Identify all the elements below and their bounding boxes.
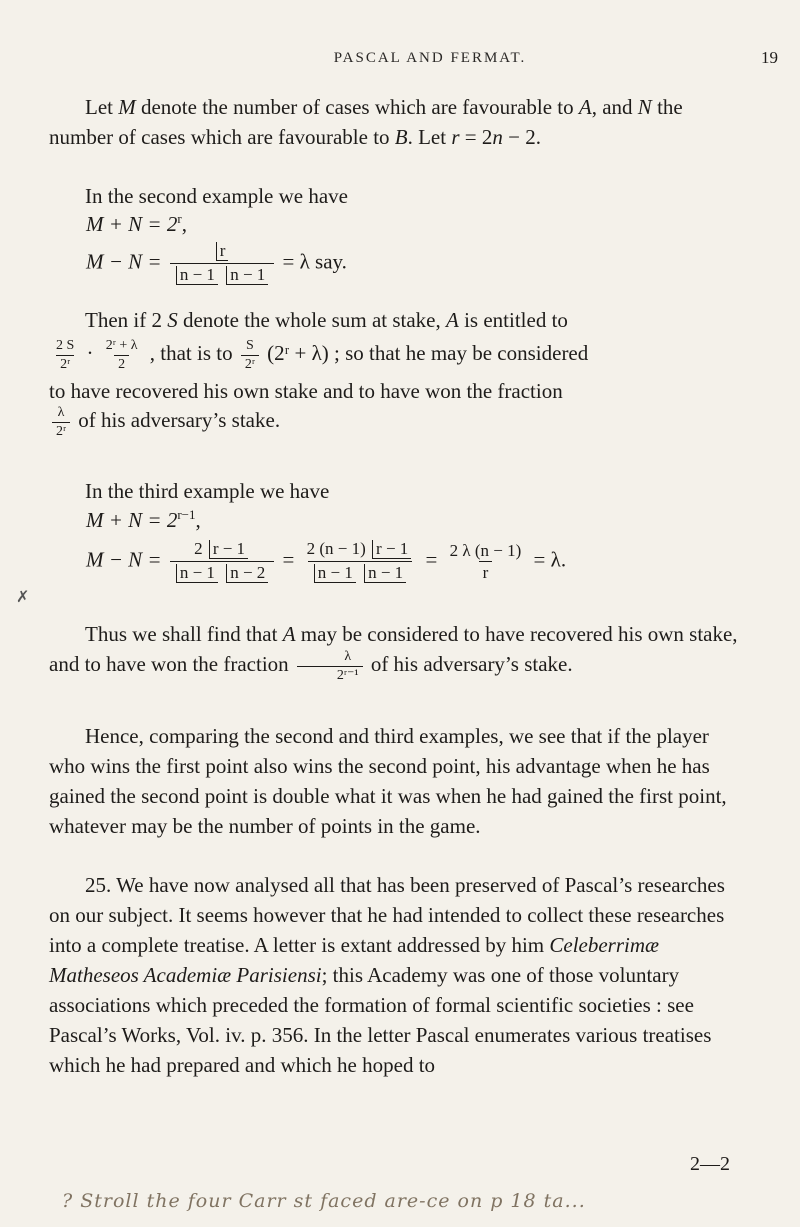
equation-difference-third: M − N = $\frac{2 r - 1}{n - 1 n - 2}$ = $\frac{2 (n - 1) r - 1}{n - 1 n - 1}$ = $\frac{2 \lambda (n - 1)}{r}$ = λ. xyxy=(86,539,567,582)
paragraph-stake-formula: $\frac{2 S}{\text{2ʳ}}$ · $\frac{\text{2ʳ + λ}}{2}$ , that is to $\frac{S}{\text{2ʳ}}$ (2ʳ + λ) ; so that he may be considered xyxy=(56,337,589,372)
paragraph-stake-line4: $\frac{\lambda}{\text{2ʳ}}$ of his adversary’s stake. xyxy=(49,405,749,439)
paragraph-stake-line3: to have recovered his own stake and to have won the fraction xyxy=(49,379,563,403)
paragraph-third-conclusion: Thus we shall find that A may be considered to have recovered his own stake, and to have won the fraction $\frac{\lambda}{\text{2ʳ⁻¹}}$ of his adversary’s stake. xyxy=(49,622,738,683)
running-title: PASCAL AND FERMAT. xyxy=(333,50,527,66)
fraction-factorials: $\frac{r}{n - 1 n - 1}$ xyxy=(170,242,274,285)
margin-mark: ✗ xyxy=(16,589,30,606)
signature-mark: 2—2 xyxy=(690,1153,730,1175)
handwritten-annotation: ? Stroll the four Carr st faced are-ce on p 18 ta... xyxy=(62,1190,586,1212)
paragraph-comparison: Hence, comparing the second and third examples, we see that if the player who wins the first point also wins the second point, his advantage when he has gained the second point is double what it was when he had gained the first point, whatever may be the number of points in the game. xyxy=(49,724,727,838)
paragraph-second-example: In the second example we have xyxy=(85,184,348,208)
paragraph-third-example: In the third example we have xyxy=(85,479,330,503)
page-number: 19 xyxy=(761,48,778,67)
equation-difference-second: M − N = $\frac{r}{n - 1 n - 1}$ = λ say. xyxy=(86,241,347,284)
paragraph-stake: Then if 2 S denote the whole sum at stake, A is entitled to xyxy=(85,308,568,332)
paragraph-section-25: 25. We have now analysed all that has been preserved of Pascal’s researches on our subject. It seems however that he had intended to collect these researches into a complete treatise. A letter is extant addressed by him Celeberrimæ Matheseos Academiæ Parisiensi; this Academy was one of those voluntary associations which preceded the formation of formal scientific societies : see Pascal’s Works, Vol. iv. p. 356. In the letter Pascal enumerates various treatises which he had prepared and which he hoped to xyxy=(49,873,725,1077)
equation-sum-second: $M + N = 2^r$, xyxy=(86,211,187,236)
paragraph-definitions: Let M denote the number of cases which are favourable to A, and N the number of cases which are favourable to B. Let r = 2n − 2. xyxy=(49,95,683,149)
equation-sum-third: $M + N = 2^{r-1}$, xyxy=(86,507,201,532)
